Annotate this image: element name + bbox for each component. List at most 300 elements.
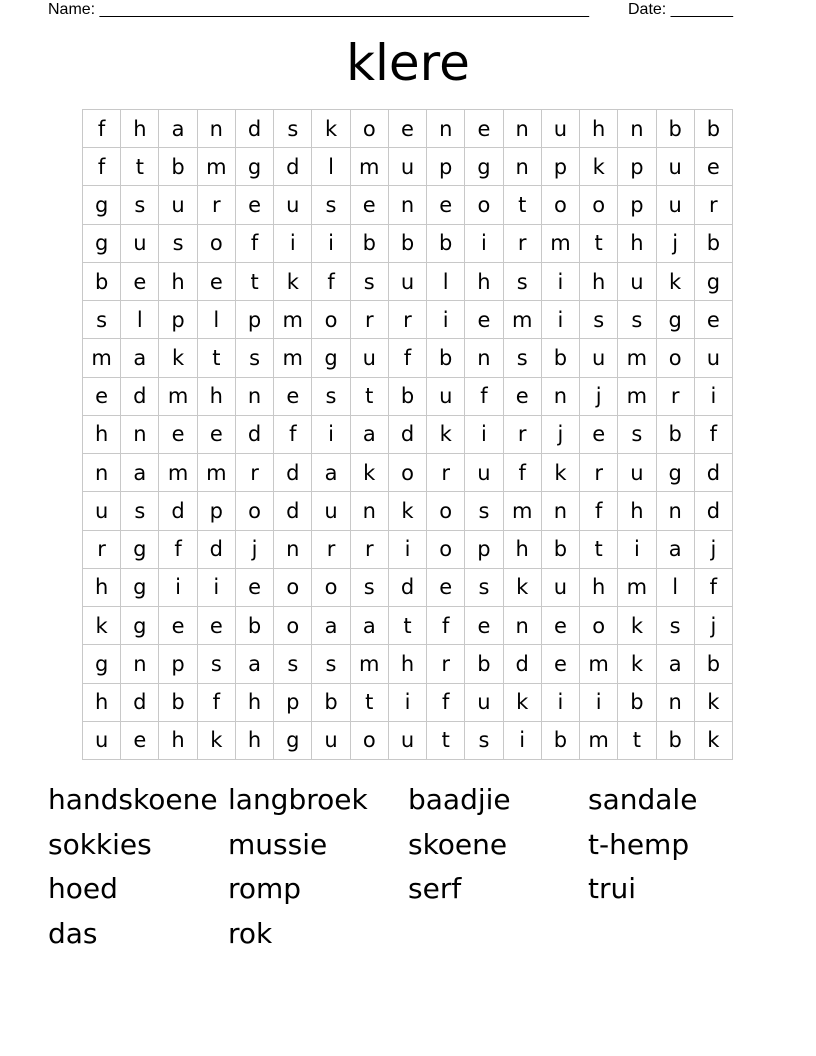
grid-cell: k [580, 148, 618, 186]
grid-cell: u [389, 263, 427, 301]
grid-cell: b [657, 416, 695, 454]
grid-cell: d [274, 454, 312, 492]
grid-cell: m [542, 225, 580, 263]
grid-cell: p [274, 684, 312, 722]
grid-cell: b [657, 722, 695, 760]
grid-cell: l [657, 569, 695, 607]
grid-cell: d [236, 416, 274, 454]
word-list-item: t-hemp [588, 827, 690, 861]
grid-cell: e [198, 416, 236, 454]
grid-cell: h [465, 263, 503, 301]
grid-cell: r [427, 454, 465, 492]
grid-cell: m [580, 645, 618, 683]
grid-cell: u [618, 263, 656, 301]
grid-cell: d [236, 110, 274, 148]
grid-cell: e [198, 607, 236, 645]
grid-cell: n [618, 110, 656, 148]
grid-cell: k [198, 722, 236, 760]
word-list-item: serf [408, 872, 462, 906]
grid-cell: k [83, 607, 121, 645]
grid-cell: e [504, 378, 542, 416]
grid-cell: h [236, 722, 274, 760]
grid-cell: n [83, 454, 121, 492]
grid-cell: e [159, 607, 197, 645]
grid-cell: m [504, 301, 542, 339]
grid-cell: g [83, 645, 121, 683]
grid-cell: b [695, 645, 733, 683]
grid-cell: u [657, 148, 695, 186]
grid-cell: m [274, 301, 312, 339]
grid-cell: o [236, 492, 274, 530]
word-list-item: langbroek [228, 783, 368, 816]
grid-cell: i [504, 722, 542, 760]
word-list-item: rok [228, 917, 273, 951]
grid-cell: g [121, 531, 159, 569]
grid-cell: s [504, 263, 542, 301]
grid-cell: s [83, 301, 121, 339]
grid-cell: h [159, 722, 197, 760]
grid-cell: k [695, 684, 733, 722]
grid-cell: l [427, 263, 465, 301]
word-list-item: das [48, 917, 98, 951]
grid-cell: n [121, 416, 159, 454]
grid-cell: i [580, 684, 618, 722]
grid-cell: f [236, 225, 274, 263]
grid-cell: h [504, 531, 542, 569]
grid-cell: t [236, 263, 274, 301]
grid-cell: a [351, 607, 389, 645]
grid-cell: o [389, 454, 427, 492]
grid-cell: h [580, 569, 618, 607]
grid-cell: a [657, 531, 695, 569]
grid-cell: g [465, 148, 503, 186]
grid-cell: m [198, 454, 236, 492]
grid-cell: t [351, 378, 389, 416]
grid-cell: f [427, 607, 465, 645]
grid-cell: i [389, 684, 427, 722]
grid-cell: d [695, 492, 733, 530]
grid-cell: r [427, 645, 465, 683]
grid-cell: s [618, 301, 656, 339]
grid-cell: t [121, 148, 159, 186]
grid-cell: u [274, 186, 312, 224]
grid-cell: n [274, 531, 312, 569]
grid-cell: t [198, 339, 236, 377]
grid-cell: i [465, 416, 503, 454]
grid-cell: s [580, 301, 618, 339]
grid-cell: a [236, 645, 274, 683]
grid-cell: u [389, 148, 427, 186]
grid-cell: f [159, 531, 197, 569]
grid-cell: m [198, 148, 236, 186]
grid-cell: n [465, 339, 503, 377]
grid-cell: o [274, 607, 312, 645]
grid-cell: u [389, 722, 427, 760]
grid-cell: r [657, 378, 695, 416]
grid-cell: d [121, 684, 159, 722]
grid-cell: k [618, 645, 656, 683]
grid-cell: u [542, 569, 580, 607]
grid-cell: f [389, 339, 427, 377]
grid-cell: u [657, 186, 695, 224]
grid-cell: j [236, 531, 274, 569]
grid-cell: p [159, 301, 197, 339]
grid-cell: d [274, 148, 312, 186]
grid-cell: g [83, 225, 121, 263]
grid-cell: s [465, 569, 503, 607]
grid-cell: o [427, 531, 465, 569]
grid-cell: k [389, 492, 427, 530]
word-bank [48, 778, 768, 957]
grid-cell: a [312, 454, 350, 492]
grid-cell: r [312, 531, 350, 569]
grid-cell: s [351, 569, 389, 607]
grid-cell: n [657, 492, 695, 530]
grid-cell: r [198, 186, 236, 224]
grid-cell: h [159, 263, 197, 301]
grid-cell: h [83, 569, 121, 607]
grid-cell: p [465, 531, 503, 569]
grid-cell: p [427, 148, 465, 186]
grid-cell: e [236, 569, 274, 607]
grid-cell: i [159, 569, 197, 607]
word-list-item: hoed [48, 872, 118, 906]
grid-cell: n [504, 607, 542, 645]
grid-cell: u [465, 684, 503, 722]
grid-cell: u [695, 339, 733, 377]
grid-cell: r [504, 416, 542, 454]
grid-cell: g [657, 454, 695, 492]
grid-cell: a [657, 645, 695, 683]
grid-cell: t [504, 186, 542, 224]
grid-cell: r [504, 225, 542, 263]
grid-cell: t [427, 722, 465, 760]
grid-cell: i [427, 301, 465, 339]
word-list-item: sokkies [48, 827, 152, 861]
grid-cell: m [159, 454, 197, 492]
grid-cell: k [274, 263, 312, 301]
grid-cell: r [580, 454, 618, 492]
grid-cell: p [198, 492, 236, 530]
grid-cell: t [580, 225, 618, 263]
grid-cell: i [695, 378, 733, 416]
grid-cell: m [351, 645, 389, 683]
grid-cell: g [312, 339, 350, 377]
grid-cell: h [83, 684, 121, 722]
grid-cell: s [274, 110, 312, 148]
grid-cell: m [618, 569, 656, 607]
grid-cell: n [198, 110, 236, 148]
grid-cell: g [121, 607, 159, 645]
grid-cell: m [274, 339, 312, 377]
grid-cell: e [465, 301, 503, 339]
grid-cell: k [351, 454, 389, 492]
grid-cell: k [542, 454, 580, 492]
grid-cell: b [312, 684, 350, 722]
grid-cell: u [427, 378, 465, 416]
grid-cell: n [657, 684, 695, 722]
grid-cell: e [159, 416, 197, 454]
grid-cell: r [351, 301, 389, 339]
grid-cell: h [121, 110, 159, 148]
word-list-item: handskoene [48, 783, 218, 816]
grid-cell: e [695, 148, 733, 186]
grid-cell: j [657, 225, 695, 263]
grid-cell: s [121, 492, 159, 530]
grid-cell: d [159, 492, 197, 530]
grid-cell: n [427, 110, 465, 148]
grid-cell: f [312, 263, 350, 301]
grid-cell: b [427, 225, 465, 263]
grid-cell: e [351, 186, 389, 224]
grid-cell: m [618, 378, 656, 416]
grid-cell: o [312, 569, 350, 607]
grid-cell: r [351, 531, 389, 569]
grid-cell: s [465, 492, 503, 530]
grid-cell: s [312, 378, 350, 416]
grid-cell: f [427, 684, 465, 722]
grid-cell: r [236, 454, 274, 492]
grid-cell: h [236, 684, 274, 722]
grid-cell: h [580, 110, 618, 148]
grid-cell: m [618, 339, 656, 377]
grid-cell: k [695, 722, 733, 760]
grid-cell: p [159, 645, 197, 683]
grid-cell: u [83, 492, 121, 530]
grid-cell: l [198, 301, 236, 339]
grid-cell: h [618, 492, 656, 530]
grid-cell: i [542, 684, 580, 722]
grid-cell: n [121, 645, 159, 683]
grid-cell: d [504, 645, 542, 683]
grid-cell: i [312, 225, 350, 263]
grid-cell: u [83, 722, 121, 760]
grid-cell: u [465, 454, 503, 492]
grid-cell: u [312, 492, 350, 530]
grid-cell: o [351, 110, 389, 148]
grid-cell: b [465, 645, 503, 683]
grid-cell: f [504, 454, 542, 492]
grid-cell: g [657, 301, 695, 339]
grid-cell: m [159, 378, 197, 416]
grid-cell: p [618, 186, 656, 224]
grid-cell: p [236, 301, 274, 339]
grid-cell: o [427, 492, 465, 530]
grid-cell: a [121, 454, 159, 492]
word-list-item: mussie [228, 827, 328, 861]
grid-cell: n [542, 492, 580, 530]
grid-cell: k [657, 263, 695, 301]
grid-cell: h [389, 645, 427, 683]
grid-cell: f [83, 148, 121, 186]
grid-cell: m [83, 339, 121, 377]
word-list-item: sandale [588, 783, 698, 816]
grid-cell: s [159, 225, 197, 263]
grid-cell: p [618, 148, 656, 186]
grid-cell: m [504, 492, 542, 530]
grid-cell: u [312, 722, 350, 760]
grid-cell: h [618, 225, 656, 263]
grid-cell: s [274, 645, 312, 683]
grid-cell: g [274, 722, 312, 760]
grid-cell: e [427, 569, 465, 607]
grid-cell: j [542, 416, 580, 454]
grid-cell: d [695, 454, 733, 492]
grid-cell: t [389, 607, 427, 645]
grid-cell: o [198, 225, 236, 263]
word-list-item: romp [228, 872, 302, 906]
grid-cell: u [121, 225, 159, 263]
word-list-item: trui [588, 872, 637, 906]
grid-cell: l [121, 301, 159, 339]
grid-cell: j [695, 531, 733, 569]
grid-cell: b [159, 148, 197, 186]
grid-cell: j [580, 378, 618, 416]
grid-cell: a [351, 416, 389, 454]
grid-cell: i [542, 301, 580, 339]
grid-cell: n [351, 492, 389, 530]
grid-cell: t [351, 684, 389, 722]
grid-cell: u [351, 339, 389, 377]
grid-cell: i [312, 416, 350, 454]
grid-cell: b [83, 263, 121, 301]
grid-cell: b [389, 225, 427, 263]
grid-cell: t [618, 722, 656, 760]
grid-cell: i [465, 225, 503, 263]
grid-cell: f [580, 492, 618, 530]
word-search-grid [82, 109, 733, 760]
grid-cell: a [159, 110, 197, 148]
grid-cell: n [504, 148, 542, 186]
grid-cell: e [542, 645, 580, 683]
grid-cell: s [465, 722, 503, 760]
grid-cell: i [542, 263, 580, 301]
grid-cell: o [580, 607, 618, 645]
grid-cell: f [695, 569, 733, 607]
grid-cell: b [695, 110, 733, 148]
grid-cell: r [695, 186, 733, 224]
grid-cell: b [389, 378, 427, 416]
grid-cell: b [542, 722, 580, 760]
grid-cell: s [312, 186, 350, 224]
grid-cell: o [274, 569, 312, 607]
grid-cell: u [618, 454, 656, 492]
grid-cell: f [83, 110, 121, 148]
grid-cell: d [198, 531, 236, 569]
grid-cell: k [504, 684, 542, 722]
grid-cell: u [580, 339, 618, 377]
grid-cell: k [312, 110, 350, 148]
grid-cell: e [695, 301, 733, 339]
grid-cell: b [427, 339, 465, 377]
grid-cell: b [236, 607, 274, 645]
grid-cell: i [274, 225, 312, 263]
grid-cell: g [695, 263, 733, 301]
grid-cell: b [618, 684, 656, 722]
grid-cell: i [198, 569, 236, 607]
grid-cell: u [542, 110, 580, 148]
grid-cell: d [121, 378, 159, 416]
page-title: klere [346, 34, 470, 92]
grid-cell: g [83, 186, 121, 224]
grid-cell: s [312, 645, 350, 683]
grid-cell: e [198, 263, 236, 301]
grid-cell: e [121, 722, 159, 760]
word-list-item: skoene [408, 827, 508, 861]
grid-cell: s [504, 339, 542, 377]
header [48, 0, 748, 20]
grid-cell: a [121, 339, 159, 377]
grid-cell: k [504, 569, 542, 607]
grid-cell: e [465, 607, 503, 645]
grid-cell: m [351, 148, 389, 186]
grid-cell: o [312, 301, 350, 339]
grid-cell: t [580, 531, 618, 569]
grid-cell: i [389, 531, 427, 569]
grid-cell: d [389, 416, 427, 454]
grid-cell: u [159, 186, 197, 224]
grid-cell: e [580, 416, 618, 454]
grid-cell: m [580, 722, 618, 760]
grid-cell: e [465, 110, 503, 148]
grid-cell: b [542, 531, 580, 569]
grid-cell: o [657, 339, 695, 377]
grid-cell: j [695, 607, 733, 645]
grid-cell: d [389, 569, 427, 607]
grid-cell: f [274, 416, 312, 454]
grid-cell: p [542, 148, 580, 186]
grid-cell: r [83, 531, 121, 569]
grid-cell: r [389, 301, 427, 339]
grid-cell: f [198, 684, 236, 722]
grid-cell: d [274, 492, 312, 530]
grid-cell: i [618, 531, 656, 569]
grid-cell: s [121, 186, 159, 224]
grid-cell: l [312, 148, 350, 186]
word-list-item: baadjie [408, 783, 511, 816]
grid-cell: b [351, 225, 389, 263]
grid-cell: n [542, 378, 580, 416]
grid-cell: s [657, 607, 695, 645]
grid-cell: e [121, 263, 159, 301]
grid-cell: s [198, 645, 236, 683]
grid-cell: b [695, 225, 733, 263]
grid-cell: s [351, 263, 389, 301]
date-field-label: Date: _______ [628, 1, 733, 18]
grid-cell: g [121, 569, 159, 607]
grid-cell: f [695, 416, 733, 454]
grid-cell: e [427, 186, 465, 224]
grid-cell: h [580, 263, 618, 301]
grid-cell: o [542, 186, 580, 224]
grid-cell: n [504, 110, 542, 148]
grid-cell: k [618, 607, 656, 645]
grid-cell: s [618, 416, 656, 454]
grid-cell: o [465, 186, 503, 224]
name-field-label: Name: _______________________________________________________ [48, 1, 589, 18]
grid-cell: b [159, 684, 197, 722]
grid-cell: e [274, 378, 312, 416]
grid-cell: s [236, 339, 274, 377]
grid-cell: e [389, 110, 427, 148]
grid-cell: a [312, 607, 350, 645]
grid-cell: g [236, 148, 274, 186]
grid-cell: k [159, 339, 197, 377]
grid-cell: e [542, 607, 580, 645]
grid-cell: o [351, 722, 389, 760]
grid-cell: o [580, 186, 618, 224]
grid-cell: h [83, 416, 121, 454]
